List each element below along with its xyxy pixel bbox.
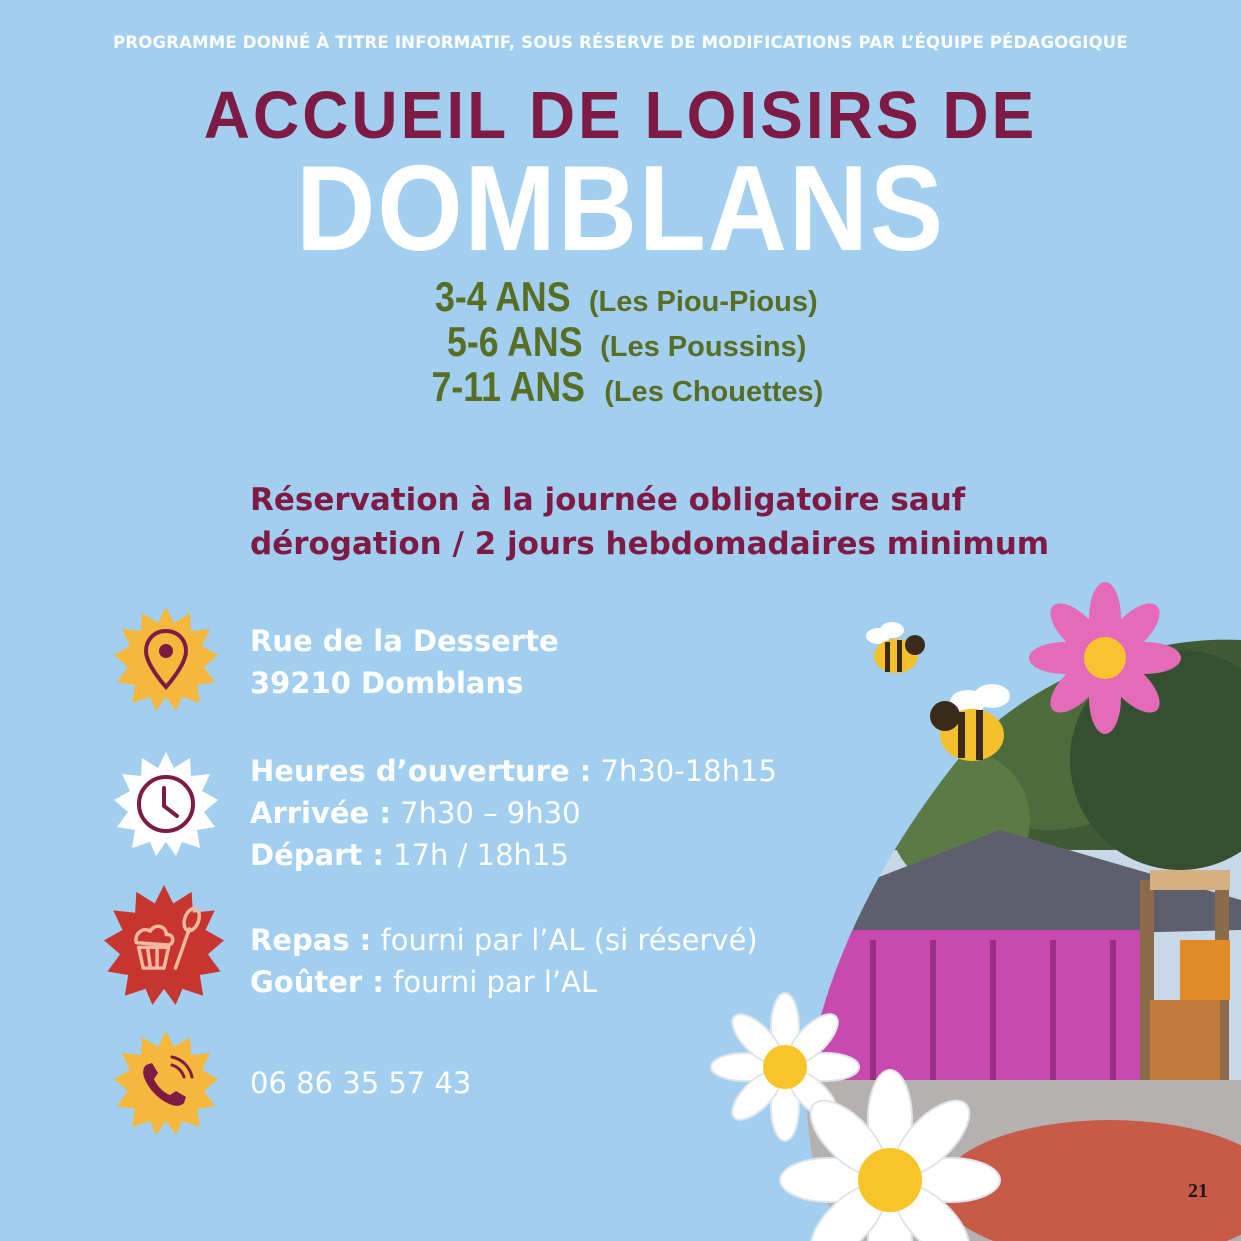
address-street: Rue de la Desserte xyxy=(250,624,559,658)
meals-block xyxy=(250,919,758,1003)
hours-block xyxy=(250,750,777,876)
meal-value: fourni par l’AL (si réservé) xyxy=(371,923,758,957)
arrival-label: Arrivée : xyxy=(250,796,391,830)
group-name: (Les Chouettes) xyxy=(604,376,824,408)
meal-line xyxy=(250,919,758,961)
meal-label: Repas : xyxy=(250,923,372,957)
location-pin-icon xyxy=(114,607,218,711)
group-name: (Les Piou-Pious) xyxy=(588,286,818,318)
departure-hours xyxy=(250,834,777,876)
cupcake-whisk-icon xyxy=(104,885,224,1005)
page-number: 21 xyxy=(1188,1180,1208,1202)
age-range: 5-6 ANS xyxy=(446,318,583,365)
reservation-line-1: Réservation à la journée obligatoire sauf xyxy=(250,482,966,518)
reservation-line-2: dérogation / 2 jours hebdomadaires minimum xyxy=(250,526,1050,562)
clock-icon xyxy=(114,752,218,856)
bee-large xyxy=(930,684,1010,761)
phone-icon xyxy=(114,1031,218,1135)
title-line-1: ACCUEIL DE LOISIRS DE xyxy=(203,77,1038,153)
opening-label: Heures d’ouverture : xyxy=(250,754,592,788)
departure-value: 17h / 18h15 xyxy=(383,838,569,872)
snack-value: fourni par l’AL xyxy=(383,965,598,999)
opening-value: 7h30-18h15 xyxy=(591,754,777,788)
address-city: 39210 Domblans xyxy=(250,666,524,700)
phone-number[interactable]: 06 86 35 57 43 xyxy=(250,1066,472,1100)
disclaimer: PROGRAMME DONNÉ À TITRE INFORMATIF, SOUS RÉSERVE DE MODIFICATIONS PAR L’ÉQUIPE PÉDAGOGIQUE xyxy=(113,33,1128,52)
address-block xyxy=(250,620,559,704)
age-range: 3-4 ANS xyxy=(435,273,571,320)
age-range: 7-11 ANS xyxy=(431,363,585,410)
opening-hours xyxy=(250,750,777,792)
bee-small xyxy=(866,622,925,673)
snack-label: Goûter : xyxy=(250,965,384,999)
group-name: (Les Poussins) xyxy=(600,331,807,363)
arrival-value: 7h30 – 9h30 xyxy=(390,796,581,830)
arrival-hours xyxy=(250,792,777,834)
departure-label: Départ : xyxy=(250,838,384,872)
snack-line xyxy=(250,961,758,1003)
title-line-2: DOMBLANS xyxy=(296,140,945,276)
